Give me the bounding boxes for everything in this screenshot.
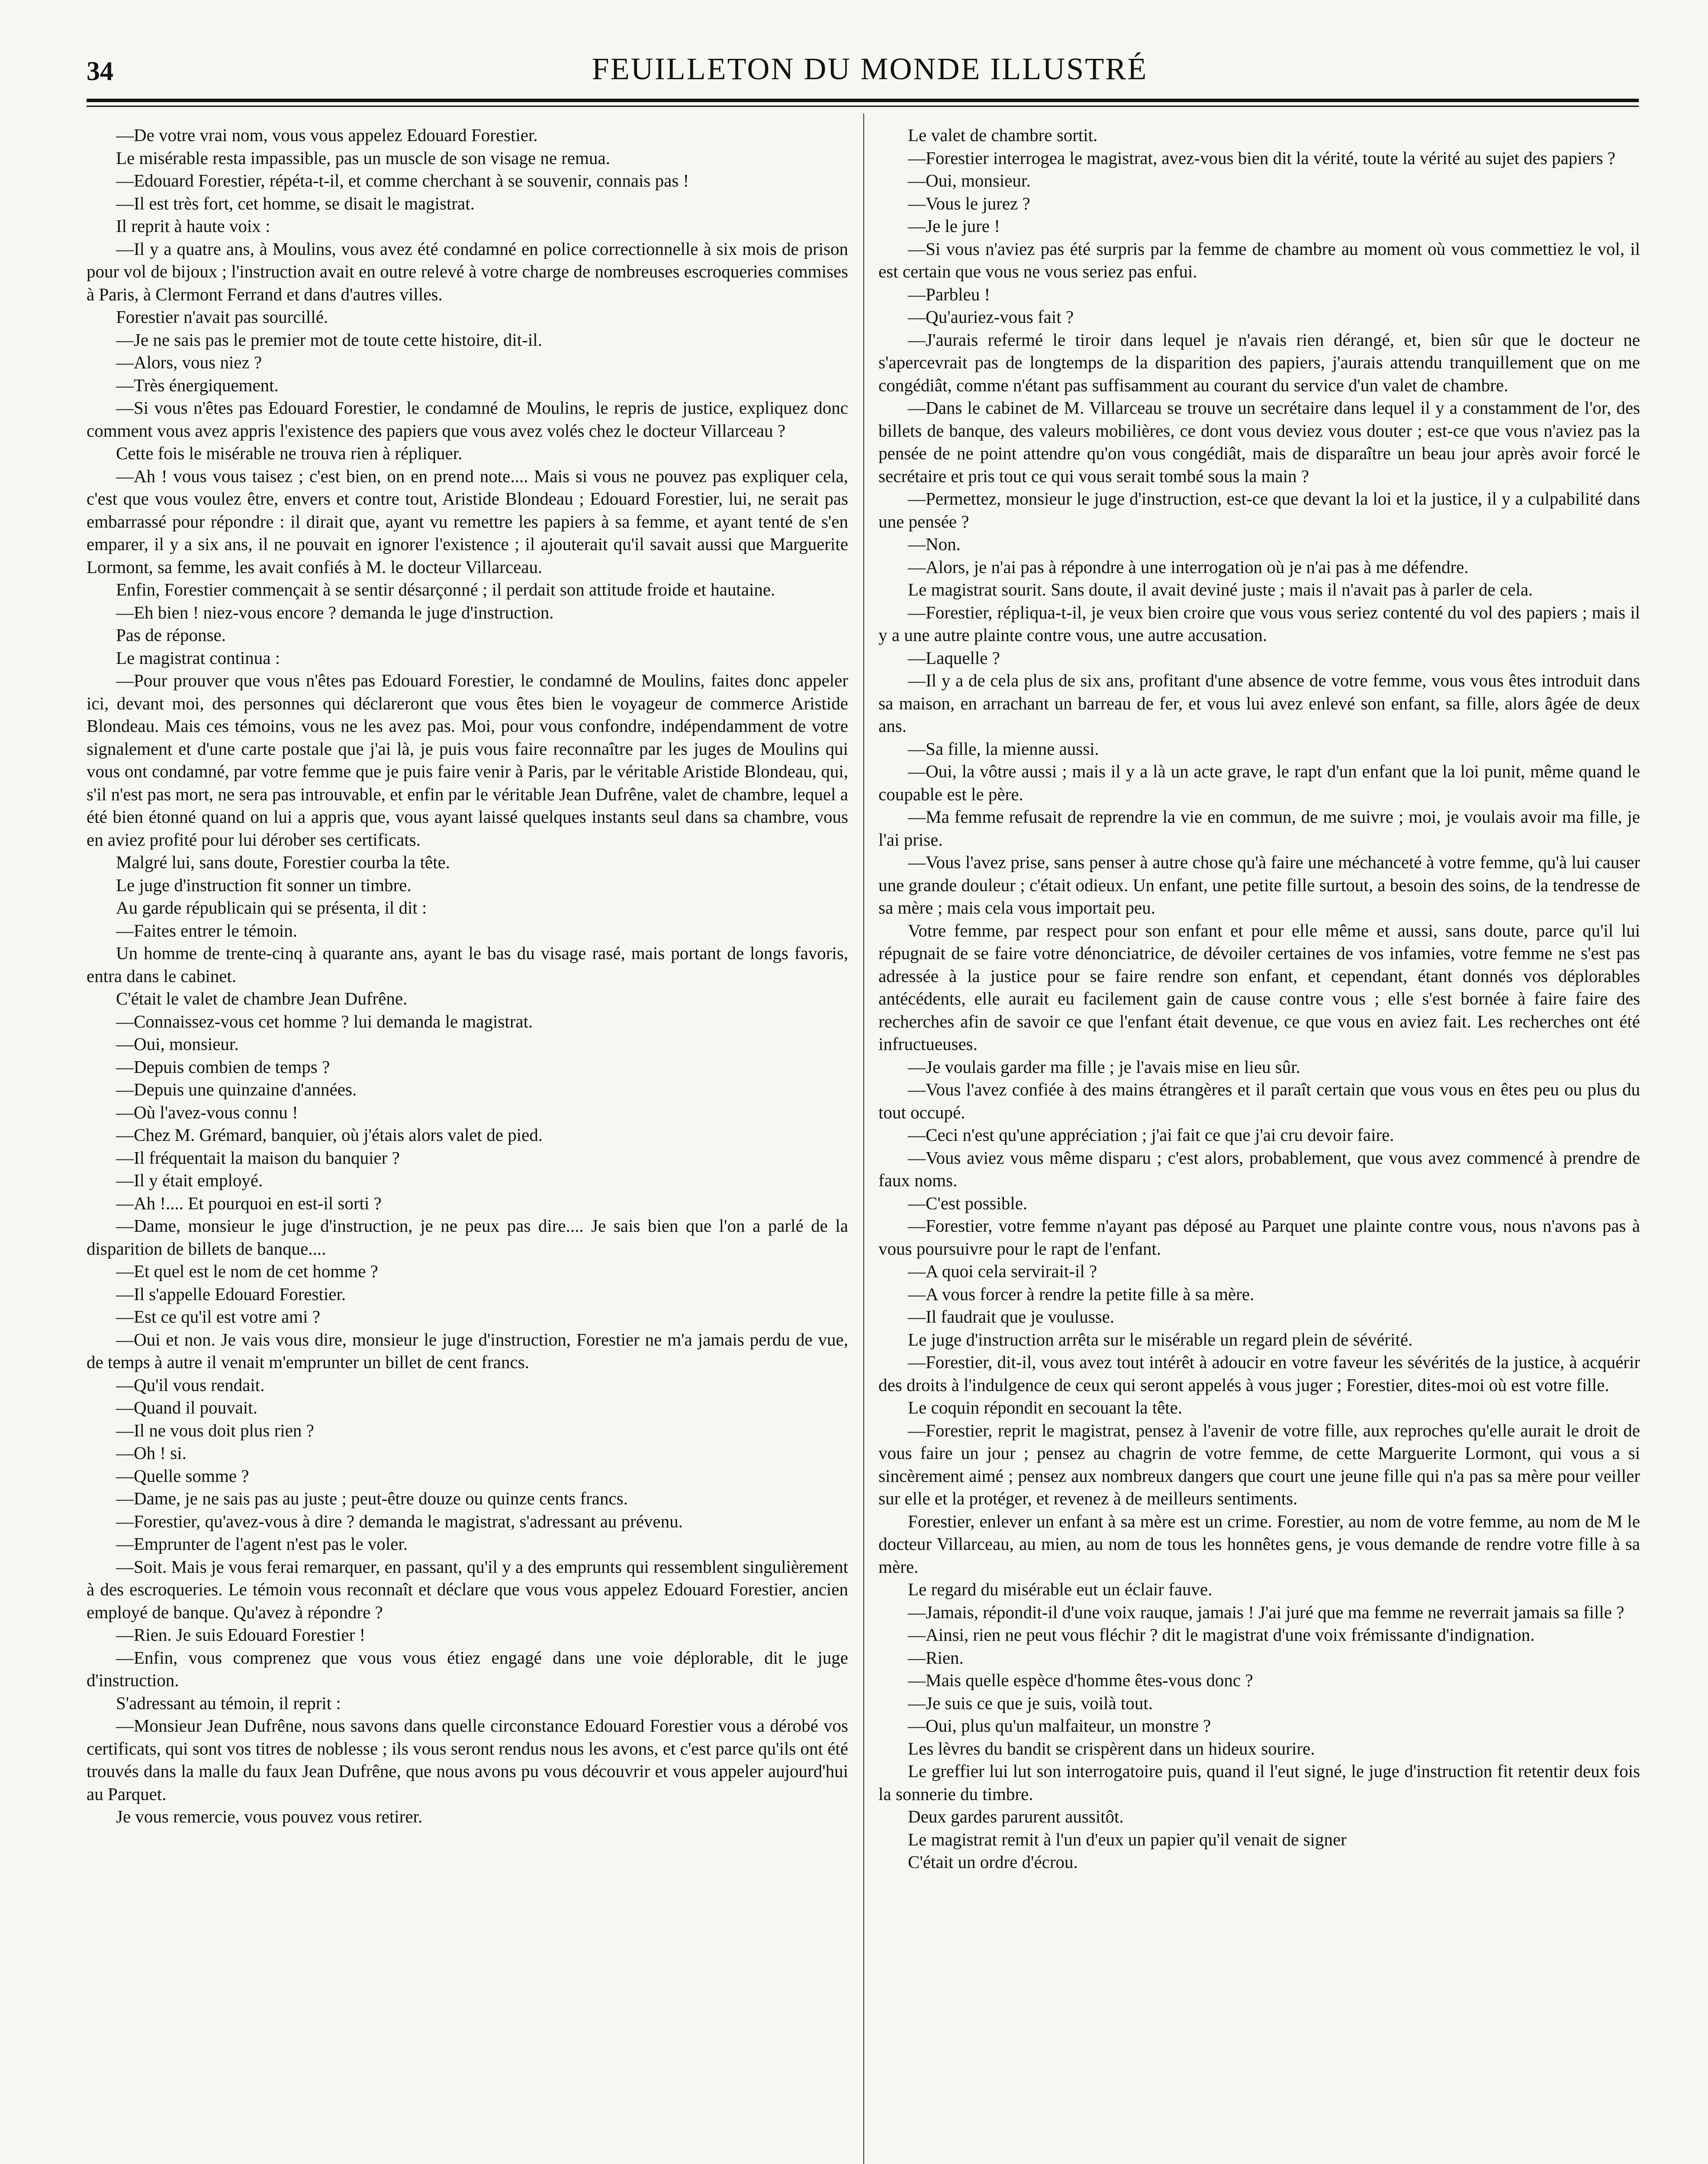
paragraph: Forestier n'avait pas sourcillé. bbox=[116, 307, 328, 327]
paragraph: —Rien. bbox=[908, 1647, 964, 1668]
paragraph: —C'est possible. bbox=[908, 1193, 1028, 1213]
column-divider bbox=[863, 113, 864, 2164]
paragraph: —Vous aviez vous même disparu ; c'est alors, probablement, que vous avez commencé à prendre de faux noms. bbox=[878, 1147, 1640, 1190]
paragraph: Le coquin répondit en secouant la tête. bbox=[908, 1398, 1183, 1417]
paragraph: Il reprit à haute voix : bbox=[116, 216, 270, 236]
paragraph: —Depuis combien de temps ? bbox=[116, 1056, 330, 1077]
paragraph: Les lèvres du bandit se crispèrent dans un hideux sourire. bbox=[908, 1738, 1315, 1758]
paragraph: —Vous le jurez ? bbox=[908, 193, 1030, 213]
paragraph: Le misérable resta impassible, pas un muscle de son visage ne remua. bbox=[116, 148, 610, 168]
paragraph: —Où l'avez-vous connu ! bbox=[116, 1102, 298, 1122]
paragraph: Forestier, enlever un enfant à sa mère est un crime. Forestier, au nom de votre femme, au nom de M le docteur Villarceau, au mien, au nom de tous les honnêtes gens, je vous demande de rendre votre fille à sa mère. bbox=[878, 1511, 1640, 1577]
paragraph: —Rien. Je suis Edouard Forestier ! bbox=[116, 1625, 366, 1645]
paragraph: —Oui, monsieur. bbox=[908, 171, 1031, 190]
paragraph: —Pour prouver que vous n'êtes pas Edouard Forestier, le condamné de Moulins, faites donc appeler ici, devant moi, des personnes qui déclareront que vous êtes bien le voyageur de commerce Aristide Blondeau. Mais ces témoins, vous ne les avez pas. Moi, pour vous confondre, indépendamment de votre signalement et d'une carte postale que j'ai là, je puis vous faire reconnaître par les juges de Moulins qui vous ont condamné, par votre femme que je puis faire venir à Paris, par le véritable Aristide Blondeau, qui, s'il n'est pas mort, ne sera pas introuvable, et enfin par le véritable Jean Dufrêne, valet de chambre, lequel a été bien étonné quand on lui a appris que, vous ayant laissé quelques instants seul dans sa chambre, vous en aviez profité pour lui dérober ses certificats. bbox=[87, 670, 848, 850]
paragraph: Je vous remercie, vous pouvez vous retirer. bbox=[116, 1807, 423, 1826]
paragraph: —Oui, la vôtre aussi ; mais il y a là un acte grave, le rapt d'un enfant que la loi punit, même quand le coupable est le père. bbox=[878, 761, 1640, 804]
paragraph: —Forestier, votre femme n'ayant pas déposé au Parquet une plainte contre vous, nous n'avons pas à vous poursuivre pour le rapt de l'enfant. bbox=[878, 1216, 1640, 1259]
paragraph: —Qu'il vous rendait. bbox=[116, 1375, 265, 1395]
paragraph: Pas de réponse. bbox=[116, 625, 226, 645]
left-column bbox=[87, 124, 848, 1828]
paragraph: Cette fois le misérable ne trouva rien à répliquer. bbox=[116, 443, 463, 463]
paragraph: —Ah ! vous vous taisez ; c'est bien, on en prend note.... Mais si vous ne pouvez pas expliquer cela, c'est que vous voulez être, envers et contre tout, Aristide Blondeau ; Edouard Forestier, lui, ne serait pas embarrassé pour répondre : il dirait que, ayant vu remettre les papiers à sa femme, et ayant tenté de s'en emparer, il y a six ans, il ne pouvait en ignorer l'existence ; il ajouterait qu'il savait aussi que Marguerite Lormont, sa femme, les avait confiés à M. le docteur Villarceau. bbox=[87, 466, 848, 577]
paragraph: —Est ce qu'il est votre ami ? bbox=[116, 1307, 320, 1327]
paragraph: —Forestier, répliqua-t-il, je veux bien croire que vous vous seriez contenté du vol des papiers ; mais il y a une autre plainte contre vous, une autre accusation. bbox=[878, 602, 1640, 645]
paragraph: —Ah !.... Et pourquoi en est-il sorti ? bbox=[116, 1193, 382, 1213]
paragraph: —Emprunter de l'agent n'est pas le voler. bbox=[116, 1534, 408, 1554]
header-rule-thick bbox=[87, 99, 1639, 102]
paragraph: C'était le valet de chambre Jean Dufrêne. bbox=[116, 989, 408, 1008]
paragraph: —Dans le cabinet de M. Villarceau se trouve un secrétaire dans lequel il y a constamment de l'or, des billets de banque, des valeurs mobilières, ce dont vous deviez vous douter ; est-ce que vous n'aviez pas la pensée de ne point attendre qu'on vous congédiât, mais de disparaître un beau jour après avoir forcé le secrétaire et pris tout ce qui vous serait tombé sous la main ? bbox=[878, 398, 1640, 486]
paragraph: Le regard du misérable eut un éclair fauve. bbox=[908, 1579, 1213, 1599]
paragraph: Votre femme, par respect pour son enfant et pour elle même et aussi, sans doute, parce qu'il lui répugnait de se faire votre dénonciatrice, de dévoiler certaines de vos infamies, votre femme ne s'est pas adressée à la justice pour se faire rendre son enfant, et cependant, étant donnés vos déplorables antécédents, elle aurait eu facilement gain de cause contre vous ; elle s'est bornée à faire faire des recherches afin de savoir ce que l'enfant était devenue, ce que vous en aviez fait. Les recherches ont été infructueuses. bbox=[878, 920, 1640, 1054]
paragraph: —Eh bien ! niez-vous encore ? demanda le juge d'instruction. bbox=[116, 602, 554, 622]
page-number: 34 bbox=[87, 57, 113, 86]
paragraph: —Mais quelle espèce d'homme êtes-vous donc ? bbox=[908, 1670, 1253, 1690]
paragraph: —Il ne vous doit plus rien ? bbox=[116, 1420, 314, 1440]
paragraph: —Qu'auriez-vous fait ? bbox=[908, 307, 1074, 327]
paragraph: C'était un ordre d'écrou. bbox=[908, 1852, 1078, 1872]
paragraph: —Oui et non. Je vais vous dire, monsieur le juge d'instruction, Forestier ne m'a jamais perdu de vue, de temps à autre il venait m'emprunter un billet de cent francs. bbox=[87, 1329, 848, 1372]
paragraph: Le magistrat continua : bbox=[116, 647, 280, 668]
paragraph: —Chez M. Grémard, banquier, où j'étais alors valet de pied. bbox=[116, 1125, 543, 1145]
paragraph: —Ma femme refusait de reprendre la vie en commun, de me suivre ; moi, je voulais avoir ma fille, je l'ai prise. bbox=[878, 807, 1640, 850]
paragraph: —Je voulais garder ma fille ; je l'avais mise en lieu sûr. bbox=[908, 1056, 1300, 1077]
paragraph: —Quand il pouvait. bbox=[116, 1398, 257, 1417]
paragraph: —Soit. Mais je vous ferai remarquer, en passant, qu'il y a des emprunts qui ressemblent singulièrement à des escroqueries. Le témoin vous reconnaît et déclare que vous vous appelez Edouard Forestier, ancien employé de banque. Qu'avez à répondre ? bbox=[87, 1556, 848, 1622]
paragraph: —Non. bbox=[908, 534, 961, 554]
paragraph: —Je ne sais pas le premier mot de toute cette histoire, dit-il. bbox=[116, 329, 542, 350]
paragraph: Le magistrat remit à l'un d'eux un papier qu'il venait de signer bbox=[908, 1829, 1347, 1849]
paragraph: —A vous forcer à rendre la petite fille à sa mère. bbox=[908, 1284, 1254, 1304]
paragraph: —Si vous n'êtes pas Edouard Forestier, le condamné de Moulins, le repris de justice, expliquez donc comment vous avez appris l'existence des papiers que vous avez volés chez le docteur Villarceau ? bbox=[87, 398, 848, 441]
paragraph: —Jamais, répondit-il d'une voix rauque, jamais ! J'ai juré que ma femme ne reverrait jamais sa fille ? bbox=[908, 1602, 1624, 1622]
paragraph: Le magistrat sourit. Sans doute, il avait deviné juste ; mais il n'avait pas à parler de cela. bbox=[908, 580, 1533, 599]
paragraph: Deux gardes parurent aussitôt. bbox=[908, 1807, 1124, 1826]
paragraph: —Forestier interrogea le magistrat, avez-vous bien dit la vérité, toute la vérité au sujet des papiers ? bbox=[908, 148, 1615, 168]
paragraph: —Ainsi, rien ne peut vous fléchir ? dit le magistrat d'une voix frémissante d'indignation. bbox=[908, 1625, 1535, 1645]
paragraph: —Oui, plus qu'un malfaiteur, un monstre ? bbox=[908, 1716, 1211, 1736]
paragraph: —Très énergiquement. bbox=[116, 375, 279, 395]
paragraph: —A quoi cela servirait-il ? bbox=[908, 1261, 1097, 1281]
paragraph: Un homme de trente-cinq à quarante ans, ayant le bas du visage rasé, mais portant de longs favoris, entra dans le cabinet. bbox=[87, 943, 848, 986]
paragraph: —Edouard Forestier, répéta-t-il, et comme cherchant à se souvenir, connais pas ! bbox=[116, 171, 689, 190]
running-title: FEUILLETON DU MONDE ILLUSTRÉ bbox=[592, 52, 1148, 86]
paragraph: —Permettez, monsieur le juge d'instruction, est-ce que devant la loi et la justice, il y a culpabilité dans une pensée ? bbox=[878, 489, 1640, 531]
paragraph: —Il y était employé. bbox=[116, 1170, 263, 1190]
paragraph: —Faites entrer le témoin. bbox=[116, 920, 297, 940]
paragraph: —Vous l'avez confiée à des mains étrangères et il paraît certain que vous vous en êtes peu ou plus du tout occupé. bbox=[878, 1079, 1640, 1122]
paragraph: —Il fréquentait la maison du banquier ? bbox=[116, 1147, 400, 1168]
paragraph: —Forestier, qu'avez-vous à dire ? demanda le magistrat, s'adressant au prévenu. bbox=[116, 1511, 683, 1531]
paragraph: —Parbleu ! bbox=[908, 284, 991, 304]
right-column bbox=[878, 124, 1640, 1874]
paragraph: —Enfin, vous comprenez que vous vous étiez engagé dans une voie déplorable, dit le juge d'instruction. bbox=[87, 1647, 848, 1690]
paragraph: Malgré lui, sans doute, Forestier courba la tête. bbox=[116, 852, 450, 872]
paragraph: —Dame, je ne sais pas au juste ; peut-être douze ou quinze cents francs. bbox=[116, 1488, 628, 1508]
paragraph: —Il y a de cela plus de six ans, profitant d'une absence de votre femme, vous vous êtes introduit dans sa maison, en arrachant un barreau de fer, et vous lui avez enlevé son enfant, sa fille, alors âgée de deux ans. bbox=[878, 670, 1640, 736]
paragraph: —Connaissez-vous cet homme ? lui demanda le magistrat. bbox=[116, 1011, 533, 1031]
paragraph: —Dame, monsieur le juge d'instruction, je ne peux pas dire.... Je sais bien que l'on a parlé de la disparition de billets de banque.... bbox=[87, 1216, 848, 1259]
paragraph: —Sa fille, la mienne aussi. bbox=[908, 738, 1099, 759]
paragraph: —Ceci n'est qu'une appréciation ; j'ai fait ce que j'ai cru devoir faire. bbox=[908, 1125, 1394, 1145]
paragraph: —Laquelle ? bbox=[908, 647, 1000, 668]
paragraph: —Oui, monsieur. bbox=[116, 1034, 239, 1054]
paragraph: —Vous l'avez prise, sans penser à autre chose qu'à faire une méchanceté à votre femme, qu'à lui causer une grande douleur ; c'était odieux. Un enfant, une petite fille surtout, a besoin des soins, de la tendresse de sa mère ; mais cela vous importait peu. bbox=[878, 852, 1640, 918]
paragraph: —J'aurais refermé le tiroir dans lequel je n'avais rien dérangé, et, bien sûr que le docteur ne s'apercevrait pas de longtemps de la disparition des papiers, j'aurais attendu tranquillement que on me congédiât, comme n'étant pas suffisamment au courant du service d'un valet de chambre. bbox=[878, 329, 1640, 395]
paragraph: —Forestier, reprit le magistrat, pensez à l'avenir de votre fille, aux reproches qu'elle aurait le droit de vous faire un jour ; pensez au chagrin de votre femme, de cette Marguerite Lormont, qui vous a si sincèrement aimé ; pensez aux nombreux dangers que court une jeune fille qui n'a pas sa mère pour veiller sur elle et la protéger, et revenez à de meilleurs sentiments. bbox=[878, 1420, 1640, 1508]
paragraph: —Il s'appelle Edouard Forestier. bbox=[116, 1284, 346, 1304]
paragraph: Au garde républicain qui se présenta, il dit : bbox=[116, 898, 427, 918]
paragraph: —Oh ! si. bbox=[116, 1443, 187, 1463]
paragraph: —Et quel est le nom de cet homme ? bbox=[116, 1261, 378, 1281]
paragraph: —Alors, je n'ai pas à répondre à une interrogation où je n'ai pas à me défendre. bbox=[908, 557, 1469, 577]
paragraph: Le juge d'instruction arrêta sur le misérable un regard plein de sévérité. bbox=[908, 1329, 1413, 1349]
paragraph: —Monsieur Jean Dufrêne, nous savons dans quelle circonstance Edouard Forestier vous a dérobé vos certificats, qui sont vos titres de noblesse ; ils vous seront rendus nous les avons, et c'est parce qu'ils ont été trouvés dans la malle du faux Jean Dufrêne, que nous avons pu vous découvrir et vous appeler aujourd'hui au Parquet. bbox=[87, 1716, 848, 1804]
paragraph: Le juge d'instruction fit sonner un timbre. bbox=[116, 875, 412, 895]
paragraph: —De votre vrai nom, vous vous appelez Edouard Forestier. bbox=[116, 125, 538, 145]
paragraph: —Il est très fort, cet homme, se disait le magistrat. bbox=[116, 193, 475, 213]
paragraph: —Je le jure ! bbox=[908, 216, 1000, 236]
paragraph: —Il faudrait que je voulusse. bbox=[908, 1307, 1115, 1327]
paragraph: —Alors, vous niez ? bbox=[116, 352, 262, 372]
paragraph: —Quelle somme ? bbox=[116, 1465, 249, 1486]
paragraph: S'adressant au témoin, il reprit : bbox=[116, 1693, 341, 1713]
paragraph: —Depuis une quinzaine d'années. bbox=[116, 1079, 357, 1099]
paragraph: —Je suis ce que je suis, voilà tout. bbox=[908, 1693, 1153, 1713]
paragraph: —Si vous n'aviez pas été surpris par la femme de chambre au moment où vous commettiez le vol, il est certain que vous ne vous seriez pas enfui. bbox=[878, 238, 1640, 281]
paragraph: Le greffier lui lut son interrogatoire puis, quand il l'eut signé, le juge d'instruction fit retentir deux fois la sonnerie du timbre. bbox=[878, 1761, 1640, 1804]
paragraph: —Forestier, dit-il, vous avez tout intérêt à adoucir en votre faveur les sévérités de la justice, à acquérir des droits à l'indulgence de ceux qui seront appelés à vous juger ; Forestier, dites-moi où est votre fille. bbox=[878, 1352, 1640, 1395]
paragraph: —Il y a quatre ans, à Moulins, vous avez été condamné en police correctionnelle à six mois de prison pour vol de bijoux ; l'instruction avait en outre relevé à votre charge de nombreuses escroqueries commises à Paris, à Clermont Ferrand et dans d'autres villes. bbox=[87, 238, 848, 304]
paragraph: Le valet de chambre sortit. bbox=[908, 125, 1098, 145]
paragraph: Enfin, Forestier commençait à se sentir désarçonné ; il perdait son attitude froide et hautaine. bbox=[116, 580, 775, 599]
header-rule-thin bbox=[87, 106, 1639, 107]
